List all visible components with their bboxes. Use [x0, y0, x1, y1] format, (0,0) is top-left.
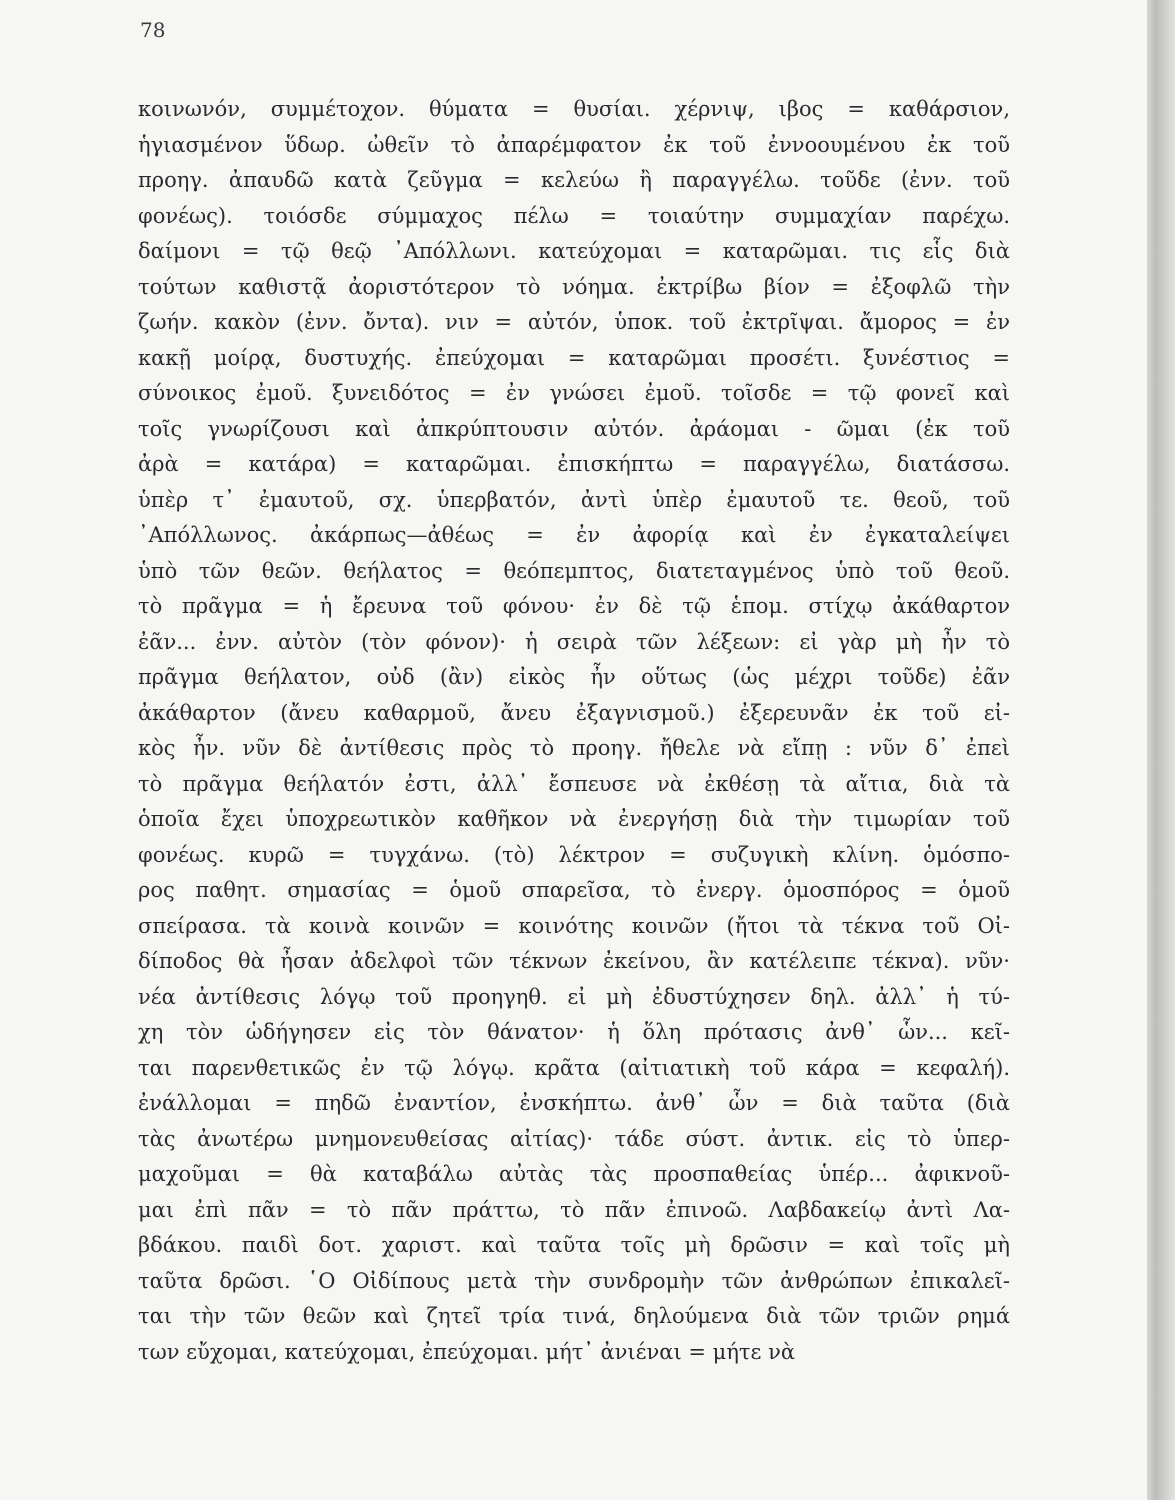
text-line: πρᾶγμα θεήλατον, οὐδ (ἂν) εἰκὸς ἦν οὕτως (ὡς μέχρι τοῦδε) ἐᾶν [138, 665, 1010, 689]
text-line: ρος παθητ. σημασίας = ὁμοῦ σπαρεῖσα, τὸ ἐνεργ. ὁμοσπόρος = ὁμοῦ [138, 878, 1010, 902]
text-line: ζωήν. κακὸν (ἐνν. ὄντα). νιν = αὐτόν, ὑποκ. τοῦ ἐκτρῖψαι. ἄμορος = ἐν [138, 310, 1010, 334]
text-line: φονέως). τοιόσδε σύμμαχος πέλω = τοιαύτην συμμαχίαν παρέχω. [138, 203, 1010, 228]
text-line: προηγ. ἀπαυδῶ κατὰ ζεῦγμα = κελεύω ἢ παραγγέλω. τοῦδε (ἐνν. τοῦ [138, 168, 1010, 192]
page-number: 78 [140, 18, 166, 42]
text-line: των εὔχομαι, κατεύχομαι, ἐπεύχομαι. μήτ᾿ ἀνιέναι = μήτε νὰ [138, 1339, 796, 1364]
text-line: χη τὸν ὡδήγησεν εἰς τὸν θάνατον· ἡ ὅλη πρότασις ἀνθ᾿ ὧν... κεῖ- [138, 1020, 1010, 1044]
commentary-text [138, 92, 1010, 1370]
text-line: δαίμονι = τῷ θεῷ ᾿Απόλλωνι. κατεύχομαι = καταρῶμαι. τις εἷς διὰ [138, 239, 1010, 263]
text-line: ται τὴν τῶν θεῶν καὶ ζητεῖ τρία τινά, δηλούμενα διὰ τῶν τριῶν ρημά [138, 1304, 1010, 1328]
text-line: τὸ πρᾶγμα θεήλατόν ἐστι, ἀλλ᾿ ἔσπευσε νὰ ἐκθέσῃ τὰ αἴτια, διὰ τὰ [138, 771, 1010, 796]
text-line: τὸ πρᾶγμα = ἡ ἔρευνα τοῦ φόνου· ἐν δὲ τῷ ἑπομ. στίχῳ ἀκάθαρτον [138, 594, 1010, 618]
text-line: ὑπὸ τῶν θεῶν. θεήλατος = θεόπεμπτος, διατεταγμένος ὑπὸ τοῦ θεοῦ. [138, 558, 1010, 583]
text-line: ἀρὰ = κατάρα) = καταρῶμαι. ἐπισκήπτω = παραγγέλω, διατάσσω. [138, 452, 1010, 476]
text-line: φονέως. κυρῶ = τυγχάνω. (τὸ) λέκτρον = συζυγικὴ κλίνη. ὁμόσπο- [138, 842, 1010, 867]
text-line: ὑπὲρ τ᾿ ἐμαυτοῦ, σχ. ὑπερβατόν, ἀντὶ ὑπὲρ ἐμαυτοῦ τε. θεοῦ, τοῦ [138, 487, 1010, 512]
page-edge-shadow [1147, 0, 1175, 1500]
text-line: τὰς ἀνωτέρω μνημονευθείσας αἰτίας)· τάδε σύστ. ἀντικ. εἰς τὸ ὑπερ- [138, 1126, 1010, 1151]
text-line: βδάκου. παιδὶ δοτ. χαριστ. καὶ ταῦτα τοῖς μὴ δρῶσιν = καὶ τοῖς μὴ [138, 1233, 1010, 1257]
text-line: ὁποῖα ἔχει ὑποχρεωτικὸν καθῆκον νὰ ἐνεργήσῃ διὰ τὴν τιμωρίαν τοῦ [138, 807, 1010, 831]
text-line: ᾿Απόλλωνος. ἀκάρπως—ἀθέως = ἐν ἀφορίᾳ καὶ ἐν ἐγκαταλείψει [138, 523, 1010, 547]
text-line: σπείρασα. τὰ κοινὰ κοινῶν = κοινότης κοινῶν (ἤτοι τὰ τέκνα τοῦ Οἰ- [138, 913, 1010, 938]
text-line: κοινωνόν, συμμέτοχον. θύματα = θυσίαι. χέρνιψ, ιβος = καθάρσιον, [138, 97, 1010, 121]
text-line: ἐνάλλομαι = πηδῶ ἐναντίον, ἐνσκήπτω. ἀνθ᾿ ὧν = διὰ ταῦτα (διὰ [138, 1091, 1010, 1115]
text-line: μαι ἐπὶ πᾶν = τὸ πᾶν πράττω, τὸ πᾶν ἐπινοῶ. Λαβδακείῳ ἀντὶ Λα- [138, 1197, 1010, 1222]
text-line: ται παρενθετικῶς ἐν τῷ λόγῳ. κρᾶτα (αἰτιατικὴ τοῦ κάρα = κεφαλή). [138, 1055, 1010, 1080]
text-line: σύνοικος ἐμοῦ. ξυνειδότος = ἐν γνώσει ἐμοῦ. τοῖσδε = τῷ φονεῖ καὶ [138, 381, 1010, 405]
text-line: μαχοῦμαι = θὰ καταβάλω αὐτὰς τὰς προσπαθείας ὑπέρ... ἀφικνοῦ- [138, 1162, 1010, 1186]
text-line: ἐᾶν... ἐνν. αὐτὸν (τὸν φόνον)· ἡ σειρὰ τῶν λέξεων: εἰ γὰρ μὴ ἦν τὸ [138, 629, 1010, 654]
text-line: κὸς ἦν. νῦν δὲ ἀντίθεσις πρὸς τὸ προηγ. ἤθελε νὰ εἴπῃ : νῦν δ᾿ ἐπεὶ [138, 736, 1010, 760]
text-line: ταῦτα δρῶσι. ῾Ο Οἰδίπους μετὰ τὴν συνδρομὴν τῶν ἀνθρώπων ἐπικαλεῖ- [138, 1268, 1010, 1293]
text-line: κακῇ μοίρᾳ, δυστυχής. ἐπεύχομαι = καταρῶμαι προσέτι. ξυνέστιος = [138, 345, 1010, 370]
text-line: νέα ἀντίθεσις λόγῳ τοῦ προηγηθ. εἰ μὴ ἐδυστύχησεν δηλ. ἀλλ᾿ ἡ τύ- [138, 984, 1010, 1009]
text-line: δίποδος θὰ ἦσαν ἀδελφοὶ τῶν τέκνων ἐκείνου, ἂν κατέλειπε τέκνα). νῦν· [138, 949, 1010, 973]
text-line: τούτων καθιστᾷ ἀοριστότερον τὸ νόημα. ἐκτρίβω βίον = ἐξοφλῶ τὴν [138, 274, 1010, 299]
text-line: ἡγιασμένον ὕδωρ. ὠθεῖν τὸ ἀπαρέμφατον ἐκ τοῦ ἐννοουμένου ἐκ τοῦ [138, 132, 1010, 157]
text-line: ἀκάθαρτον (ἄνευ καθαρμοῦ, ἄνευ ἐξαγνισμοῦ.) ἐξερευνᾶν ἐκ τοῦ εἰ- [138, 700, 1010, 725]
text-line: τοῖς γνωρίζουσι καὶ ἀπκρύπτουσιν αὐτόν. ἀράομαι - ῶμαι (ἐκ τοῦ [138, 416, 1010, 441]
